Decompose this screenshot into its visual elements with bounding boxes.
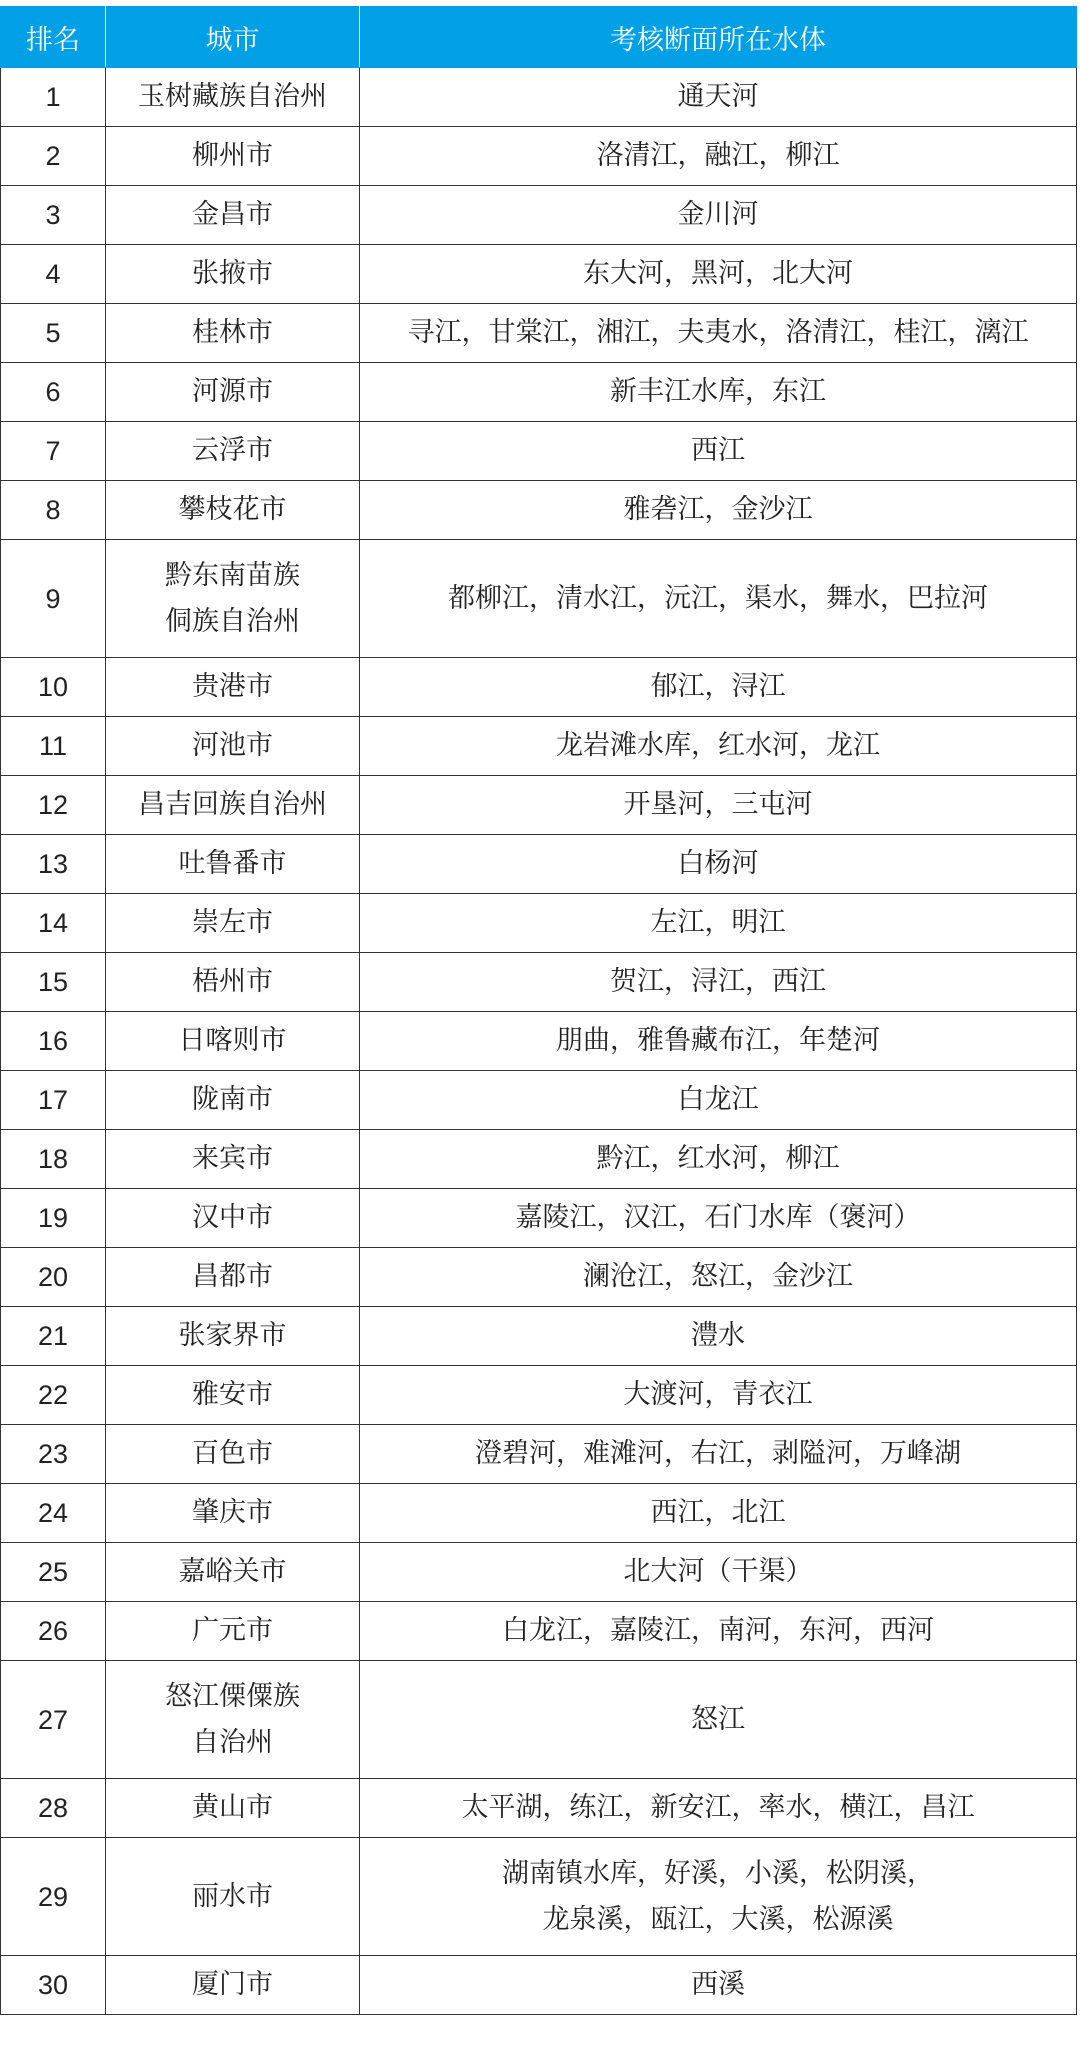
city-cell: 梧州市 [106,953,360,1012]
city-cell: 张掖市 [106,245,360,304]
rank-cell: 15 [1,953,106,1012]
water-cell: 东大河，黑河，北大河 [360,245,1077,304]
rank-cell: 26 [1,1602,106,1661]
table-row [1,1602,1077,1661]
city-cell: 攀枝花市 [106,481,360,540]
city-cell: 玉树藏族自治州 [106,68,360,127]
table-row [1,835,1077,894]
table-row [1,1189,1077,1248]
water-cell: 澜沧江，怒江，金沙江 [360,1248,1077,1307]
rank-cell: 18 [1,1130,106,1189]
table-row [1,68,1077,127]
header-city: 城市 [106,7,360,68]
water-cell: 开垦河，三屯河 [360,776,1077,835]
rank-cell: 2 [1,127,106,186]
rank-cell: 25 [1,1543,106,1602]
rank-cell: 7 [1,422,106,481]
table-row [1,1956,1077,2015]
water-cell: 新丰江水库，东江 [360,363,1077,422]
water-cell: 洛清江，融江，柳江 [360,127,1077,186]
water-cell: 雅砻江，金沙江 [360,481,1077,540]
header-rank: 排名 [1,7,106,68]
rank-cell: 3 [1,186,106,245]
rank-cell: 27 [1,1661,106,1779]
city-cell: 来宾市 [106,1130,360,1189]
water-cell: 白杨河 [360,835,1077,894]
table-row [1,717,1077,776]
table-row [1,1425,1077,1484]
city-cell: 金昌市 [106,186,360,245]
water-cell: 贺江，浔江，西江 [360,953,1077,1012]
water-cell: 通天河 [360,68,1077,127]
water-cell: 金川河 [360,186,1077,245]
rank-cell: 11 [1,717,106,776]
table-row [1,186,1077,245]
water-cell: 太平湖，练江，新安江，率水，横江，昌江 [360,1779,1077,1838]
ranking-table [0,6,1077,2015]
rank-cell: 14 [1,894,106,953]
city-cell: 张家界市 [106,1307,360,1366]
water-cell: 白龙江，嘉陵江，南河，东河，西河 [360,1602,1077,1661]
table-row [1,1366,1077,1425]
city-cell: 怒江傈僳族 自治州 [106,1661,360,1779]
table-row [1,245,1077,304]
water-cell: 澄碧河，难滩河，右江，剥隘河，万峰湖 [360,1425,1077,1484]
city-cell: 广元市 [106,1602,360,1661]
city-cell: 丽水市 [106,1838,360,1956]
rank-cell: 28 [1,1779,106,1838]
water-cell: 左江，明江 [360,894,1077,953]
table-header-row [1,7,1077,68]
city-cell: 昌都市 [106,1248,360,1307]
water-cell: 湖南镇水库，好溪，小溪，松阴溪， 龙泉溪，瓯江，大溪，松源溪 [360,1838,1077,1956]
rank-cell: 4 [1,245,106,304]
rank-cell: 6 [1,363,106,422]
city-cell: 吐鲁番市 [106,835,360,894]
rank-cell: 22 [1,1366,106,1425]
water-cell: 黔江，红水河，柳江 [360,1130,1077,1189]
rank-cell: 16 [1,1012,106,1071]
city-cell: 河源市 [106,363,360,422]
water-cell: 西江 [360,422,1077,481]
table-row [1,1248,1077,1307]
rank-cell: 5 [1,304,106,363]
city-cell: 云浮市 [106,422,360,481]
rank-cell: 24 [1,1484,106,1543]
city-cell: 嘉峪关市 [106,1543,360,1602]
water-cell: 怒江 [360,1661,1077,1779]
rank-cell: 13 [1,835,106,894]
rank-cell: 10 [1,658,106,717]
water-cell: 白龙江 [360,1071,1077,1130]
rank-cell: 17 [1,1071,106,1130]
rank-cell: 12 [1,776,106,835]
city-cell: 崇左市 [106,894,360,953]
table-row [1,894,1077,953]
water-cell: 龙岩滩水库，红水河，龙江 [360,717,1077,776]
city-cell: 昌吉回族自治州 [106,776,360,835]
water-cell: 寻江，甘棠江，湘江，夫夷水，洛清江，桂江，漓江 [360,304,1077,363]
city-cell: 贵港市 [106,658,360,717]
table-row [1,1130,1077,1189]
city-cell: 厦门市 [106,1956,360,2015]
water-cell: 北大河（干渠） [360,1543,1077,1602]
rank-cell: 21 [1,1307,106,1366]
table-row [1,1779,1077,1838]
rank-cell: 30 [1,1956,106,2015]
rank-cell: 8 [1,481,106,540]
ranking-table-container [0,6,1076,2015]
rank-cell: 20 [1,1248,106,1307]
table-row [1,304,1077,363]
table-row [1,363,1077,422]
water-cell: 朋曲，雅鲁藏布江，年楚河 [360,1012,1077,1071]
rank-cell: 1 [1,68,106,127]
table-row [1,1543,1077,1602]
rank-cell: 19 [1,1189,106,1248]
table-row [1,776,1077,835]
city-cell: 陇南市 [106,1071,360,1130]
rank-cell: 9 [1,540,106,658]
table-row [1,1484,1077,1543]
water-cell: 大渡河，青衣江 [360,1366,1077,1425]
city-cell: 柳州市 [106,127,360,186]
rank-cell: 29 [1,1838,106,1956]
table-row [1,658,1077,717]
table-row [1,540,1077,658]
city-cell: 日喀则市 [106,1012,360,1071]
table-row [1,422,1077,481]
water-cell: 嘉陵江，汉江，石门水库（褒河） [360,1189,1077,1248]
city-cell: 河池市 [106,717,360,776]
water-cell: 郁江，浔江 [360,658,1077,717]
city-cell: 黔东南苗族 侗族自治州 [106,540,360,658]
table-row [1,1012,1077,1071]
city-cell: 雅安市 [106,1366,360,1425]
table-row [1,1661,1077,1779]
water-cell: 澧水 [360,1307,1077,1366]
table-row [1,953,1077,1012]
table-row [1,127,1077,186]
city-cell: 百色市 [106,1425,360,1484]
water-cell: 都柳江，清水江，沅江，渠水，舞水，巴拉河 [360,540,1077,658]
table-row [1,481,1077,540]
water-cell: 西江，北江 [360,1484,1077,1543]
city-cell: 桂林市 [106,304,360,363]
header-water-body: 考核断面所在水体 [360,7,1077,68]
table-row [1,1071,1077,1130]
table-row [1,1838,1077,1956]
city-cell: 黄山市 [106,1779,360,1838]
city-cell: 汉中市 [106,1189,360,1248]
table-row [1,1307,1077,1366]
water-cell: 西溪 [360,1956,1077,2015]
city-cell: 肇庆市 [106,1484,360,1543]
rank-cell: 23 [1,1425,106,1484]
